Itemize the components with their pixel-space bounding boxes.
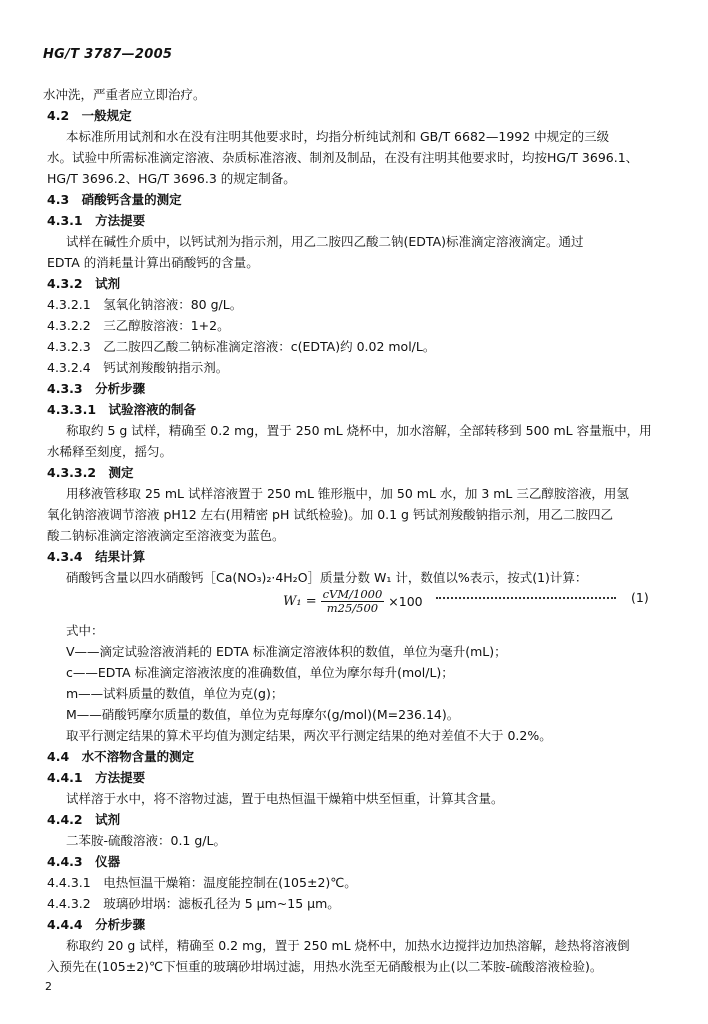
section-heading: 4.3.3.1 试验溶液的制备	[47, 402, 197, 417]
text-line: 本标准所用试剂和水在没有注明其他要求时，均指分析纯试剂和 GB/T 6682—1992 中规定的三级	[66, 129, 610, 144]
text-line: 二苯胺-硫酸溶液：0.1 g/L。	[66, 833, 226, 848]
definition-line: V——滴定试验溶液消耗的 EDTA 标准滴定溶液体积的数值，单位为毫升(mL)；	[66, 644, 507, 659]
text-line: 试样在碱性介质中，以钙试剂为指示剂，用乙二胺四乙酸二钠(EDTA)标准滴定溶液滴定。通过	[66, 234, 584, 249]
section-heading: 4.4.4 分析步骤	[47, 917, 146, 932]
text-line: 4.3.2.2 三乙醇胺溶液：1+2。	[47, 318, 230, 333]
definition-line: m——试料质量的数值，单位为克(g)；	[66, 686, 284, 701]
text-line: 用移液管移取 25 mL 试样溶液置于 250 mL 锥形瓶中，加 50 mL 水，加 3 mL 三乙醇胺溶液，用氢	[66, 486, 629, 501]
definition-line: c——EDTA 标准滴定溶液浓度的准确数值，单位为摩尔每升(mol/L)；	[66, 665, 454, 680]
section-heading: 4.3.2 试剂	[47, 276, 121, 291]
section-heading: 4.3.3.2 测定	[47, 465, 134, 480]
formula-fraction	[321, 588, 385, 615]
text-line: 式中：	[66, 623, 104, 638]
section-heading: 4.4.1 方法提要	[47, 770, 146, 785]
section-heading: 4.4.2 试剂	[47, 812, 121, 827]
text-line: 4.4.3.1 电热恒温干燥箱：温度能控制在(105±2)℃。	[47, 875, 357, 890]
text-line: 水冲洗，严重者应立即治疗。	[43, 87, 206, 102]
definition-line: M——硝酸钙摩尔质量的数值，单位为克每摩尔(g/mol)(M=236.14)。	[66, 707, 460, 722]
formula-1	[283, 588, 423, 615]
text-line: 水。试验中所需标准滴定溶液、杂质标准溶液、制剂及制品，在没有注明其他要求时，均按HG/T 3696.1、	[47, 150, 639, 165]
formula-tail: ×100	[388, 594, 423, 609]
formula-numerator: cVM/1000	[322, 587, 383, 601]
section-heading: 4.4.3 仪器	[47, 854, 121, 869]
text-line: 4.3.2.4 钙试剂羧酸钠指示剂。	[47, 360, 229, 375]
text-line: HG/T 3696.2、HG/T 3696.3 的规定制备。	[47, 171, 296, 186]
section-heading: 4.3.4 结果计算	[47, 549, 146, 564]
formula-denominator: m25/500	[326, 601, 379, 615]
page-number: 2	[45, 980, 52, 993]
text-line: EDTA 的消耗量计算出硝酸钙的含量。	[47, 255, 259, 270]
text-line: 硝酸钙含量以四水硝酸钙［Ca(NO₃)₂·4H₂O］质量分数 W₁ 计，数值以%表示，按式(1)计算：	[66, 570, 588, 585]
section-heading: 4.3.3 分析步骤	[47, 381, 146, 396]
text-line: 水稀释至刻度，摇匀。	[47, 444, 173, 459]
formula-leader-dots	[436, 597, 616, 599]
section-heading: 4.4 水不溶物含量的测定	[47, 749, 195, 764]
text-line: 取平行测定结果的算术平均值为测定结果，两次平行测定结果的绝对差值不大于 0.2%。	[66, 728, 552, 743]
text-line: 酸二钠标准滴定溶液滴定至溶液变为蓝色。	[47, 528, 285, 543]
document-id-header: HG/T 3787—2005	[43, 47, 173, 62]
text-line: 氧化钠溶液调节溶液 pH12 左右(用精密 pH 试纸检验)。加 0.1 g 钙试剂羧酸钠指示剂，用乙二胺四乙	[47, 507, 613, 522]
text-line: 4.3.2.1 氢氧化钠溶液：80 g/L。	[47, 297, 243, 312]
formula-lhs: W₁ =	[283, 594, 317, 609]
text-line: 称取约 20 g 试样，精确至 0.2 mg，置于 250 mL 烧杯中，加热水边搅拌边加热溶解，趁热将溶液倒	[66, 938, 630, 953]
section-heading: 4.3 硝酸钙含量的测定	[47, 192, 182, 207]
text-line: 入预先在(105±2)℃下恒重的玻璃砂坩埚过滤，用热水洗至无硝酸根为止(以二苯胺-硫酸溶液检验)。	[47, 959, 603, 974]
text-line: 4.3.2.3 乙二胺四乙酸二钠标准滴定溶液：c(EDTA)约 0.02 mol/L。	[47, 339, 436, 354]
text-line: 试样溶于水中，将不溶物过滤，置于电热恒温干燥箱中烘至恒重，计算其含量。	[66, 791, 504, 806]
section-heading: 4.2 一般规定	[47, 108, 132, 123]
text-line: 4.4.3.2 玻璃砂坩埚：滤板孔径为 5 μm~15 μm。	[47, 896, 340, 911]
section-heading: 4.3.1 方法提要	[47, 213, 146, 228]
formula-number: (1)	[631, 590, 649, 605]
text-line: 称取约 5 g 试样，精确至 0.2 mg，置于 250 mL 烧杯中，加水溶解，全部转移到 500 mL 容量瓶中，用	[66, 423, 652, 438]
